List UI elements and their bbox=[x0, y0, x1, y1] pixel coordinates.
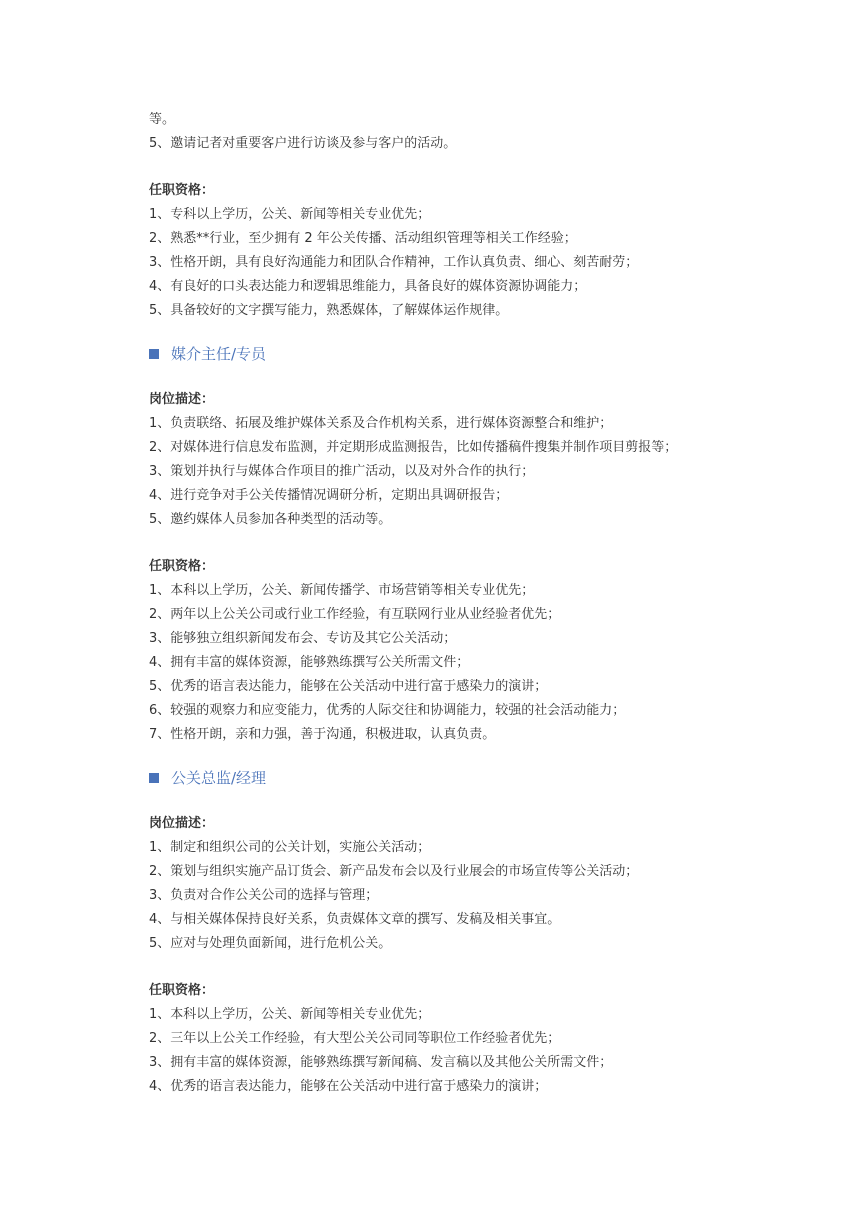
list-item: 3、负责对合作公关公司的选择与管理； bbox=[149, 888, 379, 903]
list-item: 7、性格开朗，亲和力强，善于沟通，积极进取，认真负责。 bbox=[149, 727, 496, 742]
job-description-label: 岗位描述： bbox=[149, 816, 215, 831]
qualifications-label: 任职资格： bbox=[149, 559, 215, 574]
document-page bbox=[149, 108, 769, 1099]
intro-line: 5、邀请记者对重要客户进行访谈及参与客户的活动。 bbox=[149, 136, 457, 151]
list-item: 6、较强的观察力和应变能力，优秀的人际交往和协调能力，较强的社会活动能力； bbox=[149, 703, 626, 718]
square-bullet-icon bbox=[149, 349, 159, 359]
list-item: 3、拥有丰富的媒体资源，能够熟练撰写新闻稿、发言稿以及其他公关所需文件； bbox=[149, 1055, 613, 1070]
list-item: 4、进行竞争对手公关传播情况调研分析，定期出具调研报告； bbox=[149, 488, 509, 503]
list-item: 1、制定和组织公司的公关计划，实施公关活动； bbox=[149, 840, 431, 855]
list-item: 4、有良好的口头表达能力和逻辑思维能力，具备良好的媒体资源协调能力； bbox=[149, 279, 587, 294]
list-item: 2、对媒体进行信息发布监测，并定期形成监测报告，比如传播稿件搜集并制作项目剪报等； bbox=[149, 440, 678, 455]
list-item: 2、策划与组织实施产品订货会、新产品发布会以及行业展会的市场宣传等公关活动； bbox=[149, 864, 639, 879]
list-item: 2、两年以上公关公司或行业工作经验，有互联网行业从业经验者优先； bbox=[149, 607, 561, 622]
section-heading-text: 公关总监/经理 bbox=[171, 769, 267, 787]
list-item: 5、优秀的语言表达能力，能够在公关活动中进行富于感染力的演讲； bbox=[149, 679, 548, 694]
list-item: 4、与相关媒体保持良好关系，负责媒体文章的撰写、发稿及相关事宜。 bbox=[149, 912, 561, 927]
list-item: 3、能够独立组织新闻发布会、专访及其它公关活动； bbox=[149, 631, 457, 646]
list-item: 5、具备较好的文字撰写能力，熟悉媒体，了解媒体运作规律。 bbox=[149, 303, 509, 318]
qualifications-label: 任职资格： bbox=[149, 183, 215, 198]
spacer bbox=[149, 747, 769, 766]
intro-line: 等。 bbox=[149, 112, 176, 127]
section-heading-media-specialist bbox=[149, 342, 769, 366]
list-item: 1、专科以上学历，公关、新闻等相关专业优先； bbox=[149, 207, 431, 222]
job-description-label: 岗位描述： bbox=[149, 392, 215, 407]
spacer bbox=[149, 366, 769, 388]
list-item: 4、拥有丰富的媒体资源，能够熟练撰写公关所需文件； bbox=[149, 655, 470, 670]
list-item: 2、熟悉**行业，至少拥有 2 年公关传播、活动组织管理等相关工作经验； bbox=[149, 231, 577, 246]
list-item: 5、应对与处理负面新闻，进行危机公关。 bbox=[149, 936, 392, 951]
list-item: 1、本科以上学历，公关、新闻传播学、市场营销等相关专业优先； bbox=[149, 583, 535, 598]
spacer bbox=[149, 323, 769, 342]
list-item: 3、策划并执行与媒体合作项目的推广活动，以及对外合作的执行； bbox=[149, 464, 535, 479]
list-item: 1、本科以上学历，公关、新闻等相关专业优先； bbox=[149, 1007, 431, 1022]
spacer bbox=[149, 790, 769, 812]
list-item: 4、优秀的语言表达能力，能够在公关活动中进行富于感染力的演讲； bbox=[149, 1079, 548, 1094]
spacer bbox=[149, 956, 769, 979]
spacer bbox=[149, 532, 769, 555]
spacer bbox=[149, 156, 769, 179]
list-item: 2、三年以上公关工作经验，有大型公关公司同等职位工作经验者优先； bbox=[149, 1031, 561, 1046]
list-item: 3、性格开朗，具有良好沟通能力和团队合作精神，工作认真负责、细心、刻苦耐劳； bbox=[149, 255, 639, 270]
list-item: 1、负责联络、拓展及维护媒体关系及合作机构关系，进行媒体资源整合和维护； bbox=[149, 416, 613, 431]
square-bullet-icon bbox=[149, 773, 159, 783]
section-heading-text: 媒介主任/专员 bbox=[171, 345, 267, 363]
section-heading-pr-director bbox=[149, 766, 769, 790]
list-item: 5、邀约媒体人员参加各种类型的活动等。 bbox=[149, 512, 392, 527]
qualifications-label: 任职资格： bbox=[149, 983, 215, 998]
